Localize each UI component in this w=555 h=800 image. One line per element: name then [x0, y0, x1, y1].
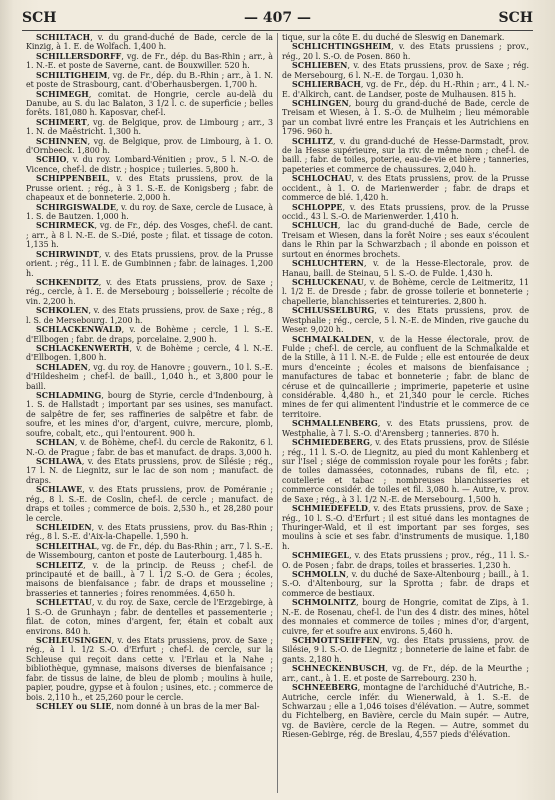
- entry-headword: SCHLEUSINGEN: [36, 636, 112, 645]
- entry-headword: SCHLIEBEN: [292, 61, 348, 71]
- entry-headword: SCHLAWE: [36, 485, 83, 495]
- entry-headword: SCHLITZ: [292, 136, 334, 146]
- entry-headword: SCHMIEDEFELD: [292, 504, 368, 514]
- entry-text: , vg. de Fr., dép. du H.-Rhin ; arr., 4 l. N.-E. d'Alkirch, cant. de Landser, poste de Mulhausen. 815 h.: [282, 80, 529, 99]
- entry-text: tique, sur la côte E. du duché de Sleswig en Danemark.: [282, 33, 505, 42]
- entry-text: , v. des Etats prussiens, prov. de Westphalie ; rég., cercle, 5 l. N.-E. de Minden, rive gauche du Weser. 9,020 h.: [282, 306, 529, 335]
- dictionary-entry: [26, 598, 273, 636]
- entry-text: , vg. de Fr., dép. du B.-Rhin ; arr., à 1. N. et poste de Strasbourg, cant. d'Oberhausbergen. 1,700 h.: [26, 70, 273, 90]
- dictionary-entry: [26, 702, 273, 711]
- entry-text: , vg. de Belgique, prov. de Limbourg, à 1. O. d'Ornbeeck. 1,800 h.: [26, 136, 273, 156]
- right-column: [282, 33, 529, 798]
- dictionary-entry: [26, 278, 273, 306]
- entry-headword: SCHIRGISWALDE: [36, 202, 116, 212]
- entry-text: , v. de la Hesse électorale, prov. de Fulde ; chef-l. de cercle, au confluent de la Schmalkalde et de la Stille, à 11 l. N.-E. de Fulde ; elle est entourée de deux murs d'enceinte ; écoles et maisons de bienfaisance ; manufactures de tabac et bonneterie ; fabr. de blanc de céruse et de quincaillerie ; imprimerie, papeterie et usine considérable. 4,480 h., et 21,340 pour le cercle. Riches mines de fer qui alimentent l'industrie et le commerce de ce territoire.: [282, 334, 529, 419]
- entry-headword: SCHLEIDEN: [36, 522, 92, 532]
- entry-text: , v. de la princip. de Reuss ; chef-l. de principauté et de baill., à 7 l. 1/2 S.-O. de Gera ; écoles, maisons de bienfaisance ; fabr. de draps et mousseline ; brasseries et tanneries ; foires renommées. 4,650 h.: [26, 560, 273, 598]
- dictionary-entry: [282, 278, 529, 306]
- entry-text: , v. des Etats prussiens, prov. de Saxe ; rég., 8 l. S. de Mersebourg. 1,200 h.: [26, 306, 273, 325]
- dictionary-entry: [26, 344, 273, 363]
- dictionary-entry: [26, 457, 273, 485]
- dictionary-entry: [26, 90, 273, 118]
- entry-text: , bourg de Styrie, cercle d'Indenbourg, à 1. S. de Hallstadt ; important par ses usines, ses manufact. de salpêtre de fer, ses raffineries de salpêtre et fabr. de soufre, et les mines d'or, d'argent, cuivre, mercure, plomb, soufre, cobalt, etc., qui l'entourent. 900 h.: [26, 391, 273, 438]
- entry-headword: SCHMIEGEL: [292, 551, 350, 561]
- dictionary-entry: [282, 99, 529, 137]
- dictionary-entry: [26, 523, 273, 542]
- entry-text: , vg. de Fr., dép. de la Meurthe ; arr., cant., à 1. E. et poste de Sarrebourg. 230 h.: [282, 664, 529, 683]
- dictionary-entry: [26, 203, 273, 222]
- entry-headword: SCHLADEN: [36, 362, 88, 372]
- page-number: — 407 —: [244, 10, 311, 26]
- header-left-guide-word: SCH: [22, 10, 57, 26]
- entry-headword: SCHLOCHAU: [292, 174, 352, 184]
- entry-text: , v. des Etats prussiens ; prov., rég., 20 l. S.-O. de Posen. 860 h.: [282, 42, 529, 61]
- entry-headword: SCHLACKENWERTH: [36, 343, 130, 353]
- entry-text: , v. des Etats prussiens, prov. de la Prusse orient. ; rég., 11 l. E. de Gumbinnen ; fabr. de lainages. 1,200 h.: [26, 249, 273, 278]
- entry-headword: SCHLETTAU: [36, 598, 92, 608]
- entry-headword: SCHNEEBERG: [292, 683, 358, 693]
- dictionary-entry: [282, 306, 529, 334]
- header-right-guide-word: SCH: [498, 10, 533, 26]
- entry-headword: SCHLAN: [36, 438, 75, 448]
- entry-text: , v. des Etats prussiens, prov. de Saxe ; rég., à 1 l. 1/2 S.-O. d'Erfurt ; chef-l. de cercle, sur la Schleuse qui reçoit dans cette v. l'Erlau et la Nahe ; bibliothèque, gymnase, maisons diverses de bienfaisance ; fabr. de tissus de laine, de bleu de plomb ; moulins à huile, papier, poudre, gypse et à foulon ; usines, etc. ; commerce de bois. 2,110 h., et 25,260 pour le cercle.: [26, 636, 273, 702]
- dictionary-entry: [26, 52, 273, 71]
- entry-text: , v. des Etats prussiens, prov. de Silésie ; rég., 11 l. S.-O. de Liegnitz, au pied du mont Kahlenberg et sur l'Isel ; siége de commission royale pour les forêts ; fabr. de toiles damassées, cotonnades, rubans de fil, etc. ; coutellerie et tabac ; nombreuses blanchisseries et commerce considér. de toiles et fil. 3,080 h. — Autre, v. prov. de Saxe ; rég., à 3 l. 1/2 N.-E. de Mersebourg. 1,500 h.: [282, 438, 529, 504]
- dictionary-entry: [26, 438, 273, 457]
- dictionary-entry: [282, 419, 529, 438]
- dictionary-entry: [26, 137, 273, 156]
- dictionary-entry: [282, 42, 529, 61]
- entry-headword: SCHNECKENBUSCH: [292, 664, 386, 674]
- column-divider: [277, 33, 278, 793]
- dictionary-entry: [26, 306, 273, 325]
- entry-headword: SCHILTACH: [36, 33, 91, 42]
- entry-text: , v. de Bohème ; cercle, 1 l. S.-E. d'Ellbogen ; fabr. de draps, porcelaine. 2,900 h.: [26, 325, 273, 344]
- entry-text: , v. des Etats prussiens, prov. de Saxe ; rég., 10 l. S.-O. d'Erfurt ; il est situé dans les montagnes de Thuringer-Wald, et il est important par ses forges, ses moulins à scie et ses fabr. d'instruments de musique. 1,180 h.: [282, 504, 529, 551]
- entry-text: , comitat. de Hongrie, cercle au-delà du Danube, au S. du lac Balaton, 3 1/2 l. c. de superficie ; belles forêts. 181,080 h. Kaposvar, chef-l.: [26, 89, 273, 118]
- entry-headword: SCHKENDITZ: [36, 277, 99, 287]
- entry-headword: SCHMALKALDEN: [292, 334, 372, 344]
- dictionary-entry: [26, 33, 273, 52]
- entry-headword: SCHLIERBACH: [292, 80, 361, 90]
- dictionary-entry: [26, 155, 273, 174]
- dictionary-entry: [282, 598, 529, 636]
- dictionary-entry: [282, 137, 529, 175]
- entry-headword: SCHLINGEN: [292, 98, 349, 108]
- entry-headword: SCHLAWA: [36, 456, 82, 466]
- entry-headword: SCHLUCHTERN: [292, 259, 364, 269]
- entry-headword: SCHINNEN: [36, 136, 88, 146]
- entry-headword: SCHMOLLN: [292, 570, 347, 580]
- entry-text: , v. du grand-duché de Bade, cercle de la Kinzig, à 1. E. de Wolfach. 1,400 h.: [26, 33, 273, 52]
- dictionary-entry: [282, 335, 529, 420]
- dictionary-entry: [282, 504, 529, 551]
- dictionary-entry: [282, 259, 529, 278]
- entry-text: , v. du roy. Lombard-Vénitien ; prov., 5 l. N.-O. de Vicence, chef-l. de distr. ; hospice ; tuileries. 5,800 h.: [26, 155, 273, 174]
- entry-text: , bourg de Hongrie, comitat de Zips, à 1. N.-E. de Rosenau, chef-l. de l'un des 4 distr. des mines, hôtel des monnaies et commerce de toiles ; mines d'or, d'argent, cuivre, fer et soufre aux environs. 5,460 h.: [282, 598, 529, 636]
- entry-text: , v. de Bohème ; cercle, 4 l. N.-E. d'Ellbogen. 1,800 h.: [26, 343, 273, 363]
- entry-text: , nom donné à un bras de la mer Bal-: [111, 701, 260, 711]
- dictionary-entry: [282, 33, 529, 42]
- entry-text: , v. de la Hesse-Electorale, prov. de Hanau, baill. de Steinau, 5 l. S.-O. de Fulde. 1,430 h.: [282, 259, 529, 278]
- dictionary-entry: [26, 636, 273, 702]
- entry-text: , bourg du grand-duché de Bade, cercle de Treisam et Wiesen, à 1. S.-O. de Mulheim ; lieu mémorable par un combat livré entre les Français et les Autrichiens en 1796. 960 h.: [282, 98, 529, 137]
- entry-headword: SCHMOLNITZ: [292, 598, 357, 608]
- entry-text: , v. des Etats prussiens, prov. de la Prusse occid., 43 l. S.-O. de Marienwerder. 1,410 h.: [282, 202, 529, 222]
- entry-text: , lac du grand-duché de Bade, cercle de Treisam et Wiesen, dans la forêt Noire ; ses eaux s'écoulent dans le Rhin par la Schwarzbach ; il abonde en poisson et surtout en énormes brochets.: [282, 221, 529, 259]
- dictionary-entry: [26, 363, 273, 391]
- entry-headword: SCHLACKENWALD: [36, 325, 122, 335]
- entry-headword: SCHIRMECK: [36, 221, 95, 231]
- dictionary-entry: [282, 221, 529, 259]
- entry-headword: SCHIPPENBEIL: [36, 174, 108, 184]
- entry-text: , vg. de Fr., dép. du Bas-Rhin ; arr., à 1. N.-E. et poste de Saverne, cant. de Bouxwiller. 520 h.: [26, 51, 273, 71]
- dictionary-entry: [26, 174, 273, 202]
- entry-headword: SCHIMEGH: [36, 89, 89, 99]
- entry-headword: SCHILTIGHEIM: [36, 70, 108, 80]
- dictionary-entry: [282, 683, 529, 740]
- entry-text: , v. de Bohème, cercle de Leitmeritz, 11 l. 1/2 E. de Dresde ; fabr. de grosse toilerie et bonneterie ; chapellerie, blanchisseries et teintureries. 2,800 h.: [282, 277, 529, 306]
- dictionary-entry: [26, 71, 273, 90]
- entry-text: , v. du roy. de Saxe, cercle de Lusace, à 1. S. de Bautzen. 1,000 h.: [26, 202, 273, 222]
- entry-headword: SCHLADMING: [36, 391, 102, 401]
- dictionary-entry: [26, 325, 273, 344]
- dictionary-entry: [282, 664, 529, 683]
- dictionary-entry: [282, 636, 529, 664]
- header-rule: [22, 30, 533, 31]
- entry-headword: SCHLUCH: [292, 221, 338, 231]
- dictionary-entry: [282, 80, 529, 99]
- entry-text: , montagne de l'archiduché d'Autriche, B.-Autriche, cercle infér. du Wienerwald, à 1. S.-E. de Schwarzau ; elle a 1,046 toises d'élévation. — Autre, sommet du Fichtelberg, en Bavière, cercle du Main supér. — Autre, vg. de Bavière, cercle de la Regen. — Autre, sommet du Riesen-Gebirge, rég. de Breslau, 4,557 pieds d'élévation.: [282, 683, 529, 740]
- entry-text: , v. du roy. de Saxe, cercle de l'Erzgebirge, à 1 S.-O. de Grunhayn ; fabr. de dentelles et passementerie ; filat. de coton, mines d'argent, fer, étain et cobalt aux environs. 840 h.: [26, 598, 273, 636]
- entry-headword: SCHIO: [36, 155, 67, 165]
- entry-text: , v. des Etats prussiens, prov. de Saxe ; rég., cercle, à 1. E. de Mersebourg ; boissellerie ; récolte de vin. 2,200 h.: [26, 277, 273, 306]
- entry-text: , v. des Etats prussiens, prov. de la Prusse occident., à 1. O. de Marienwerder ; fabr. de draps et commerce de blé. 1,420 h.: [282, 174, 529, 203]
- dictionary-entry: [26, 250, 273, 278]
- entry-text: , v. des Etats prussiens ; prov., rég., 11 l. S.-O. de Posen ; fabr. de draps, toiles et brasseries. 1,230 h.: [282, 551, 529, 570]
- entry-text: , v. de Bohème, chef-l. du cercle de Rakonitz, 6 l. N.-O. de Prague ; fabr. de bas et manufact. de draps. 3,000 h.: [26, 438, 273, 457]
- entry-headword: SCHLUSSELBURG: [292, 306, 375, 316]
- dictionary-entry: [26, 485, 273, 523]
- dictionary-entry: [282, 438, 529, 504]
- entry-text: , vg. de Belgique, prov. de Limbourg ; arr., 3 1. N. de Maëstricht. 1,300 h.: [26, 117, 273, 137]
- entry-text: , v. du grand-duché de Hesse-Darmstadt, prov. de la Hesse supérieure, sur la riv. de même nom ; chef-l. de baill. ; fabr. de toiles, poterie, eau-de-vie et bière ; tanneries, papeteries et commerce de chaussures. 2,040 h.: [282, 136, 529, 174]
- entry-text: , vg. de Fr., dép. des Vosges, chef-l. de cant. ; arr., à 8 l. N.-E. de S.-Dié, poste ; filat. et tissage de coton. 1,135 h.: [26, 221, 273, 250]
- entry-headword: SCHIMERT: [36, 117, 87, 127]
- dictionary-entry: [282, 203, 529, 222]
- entry-headword: SCHLEY ou SLIE: [36, 701, 112, 711]
- entry-text: , v. des Etats prussiens, prov. de la Prusse orient. ; rég., à 3 1. S.-E. de Konigsberg ; fabr. de chapeaux et de bonneterie. 2,000 h.: [26, 174, 273, 203]
- entry-text: , v. des Etats prussiens, prov. de Poméranie ; rég., 8 l. S.-E. de Coslin, chef-l. de cercle ; manufact. de draps et toiles ; commerce de bois. 2,530 h., et 28,280 pour le cercle.: [26, 485, 273, 523]
- dictionary-entry: [282, 570, 529, 598]
- entry-headword: SCHMOTTSEIFFEN: [292, 636, 380, 645]
- entry-headword: SCHKOLEN: [36, 306, 89, 316]
- dictionary-entry: [282, 551, 529, 570]
- dictionary-entry: [26, 561, 273, 599]
- entry-headword: SCHMALLENBERG: [292, 419, 378, 429]
- entry-text: , v. des Etats prussiens, prov. du Bas-Rhin ; rég., 8 l. S.-E. d'Aix-la-Chapelle. 1,590 h.: [26, 522, 273, 542]
- entry-headword: SCHIRWINDT: [36, 249, 99, 259]
- entry-headword: SCHILLERSDORFF: [36, 51, 122, 61]
- entry-text: , v. des Etats prussiens, prov. de Saxe ; rég. de Mersebourg, 6 l. N.-E. de Torgau. 1,030 h.: [282, 61, 529, 80]
- dictionary-entry: [26, 542, 273, 561]
- entry-headword: SCHLEITZ: [36, 560, 84, 570]
- dictionary-entry: [282, 174, 529, 202]
- dictionary-entry: [26, 118, 273, 137]
- entry-headword: SCHLICHTINGSHEIM: [292, 42, 392, 52]
- dictionary-entry: [26, 391, 273, 438]
- left-column: [26, 33, 273, 798]
- entry-headword: SCHLOPPE: [292, 202, 343, 212]
- entry-text: , vg. du roy. de Hanovre ; gouvern., 10 l. S.-E. d'Hildesheim ; chef-l. de baill., 1,040 h., et 3,800 pour le baill.: [26, 362, 273, 391]
- entry-text: , v. du duché de Saxe-Altenbourg ; baill., à 1. S.-O. d'Altenbourg, sur la Sprotta ; fabr. de draps et commerce de bestiaux.: [282, 570, 529, 598]
- entry-headword: SCHLEITHAL: [36, 541, 97, 551]
- entry-text: , v. des Etats prussiens, prov. de Westphalie, à 7 l. S.-O. d'Arensberg ; tanneries. 870 h.: [282, 419, 529, 438]
- entry-text: , vg. de Fr., dép. du Bas-Rhin ; arr., 7 l. S.-E. de Wissembourg, canton et poste de Lauterbourg. 1,485 h.: [26, 541, 273, 561]
- entry-text: , vg. des Etats prussiens, prov. de Silésie, 9 l. S.-O. de Liegnitz ; bonneterie de laine et fabr. de gants. 2,180 h.: [282, 636, 529, 664]
- entry-text: , v. des Etats prussiens, prov. de Silésie ; rég., 17 l. N. de Liegnitz, sur le lac de son nom ; manufact. de draps.: [26, 456, 273, 485]
- dictionary-entry: [282, 61, 529, 80]
- dictionary-entry: [26, 221, 273, 249]
- entry-headword: SCHMIEDEBERG: [292, 438, 370, 448]
- page-header: [22, 10, 533, 30]
- entry-headword: SCHLUCKENAU: [292, 277, 364, 287]
